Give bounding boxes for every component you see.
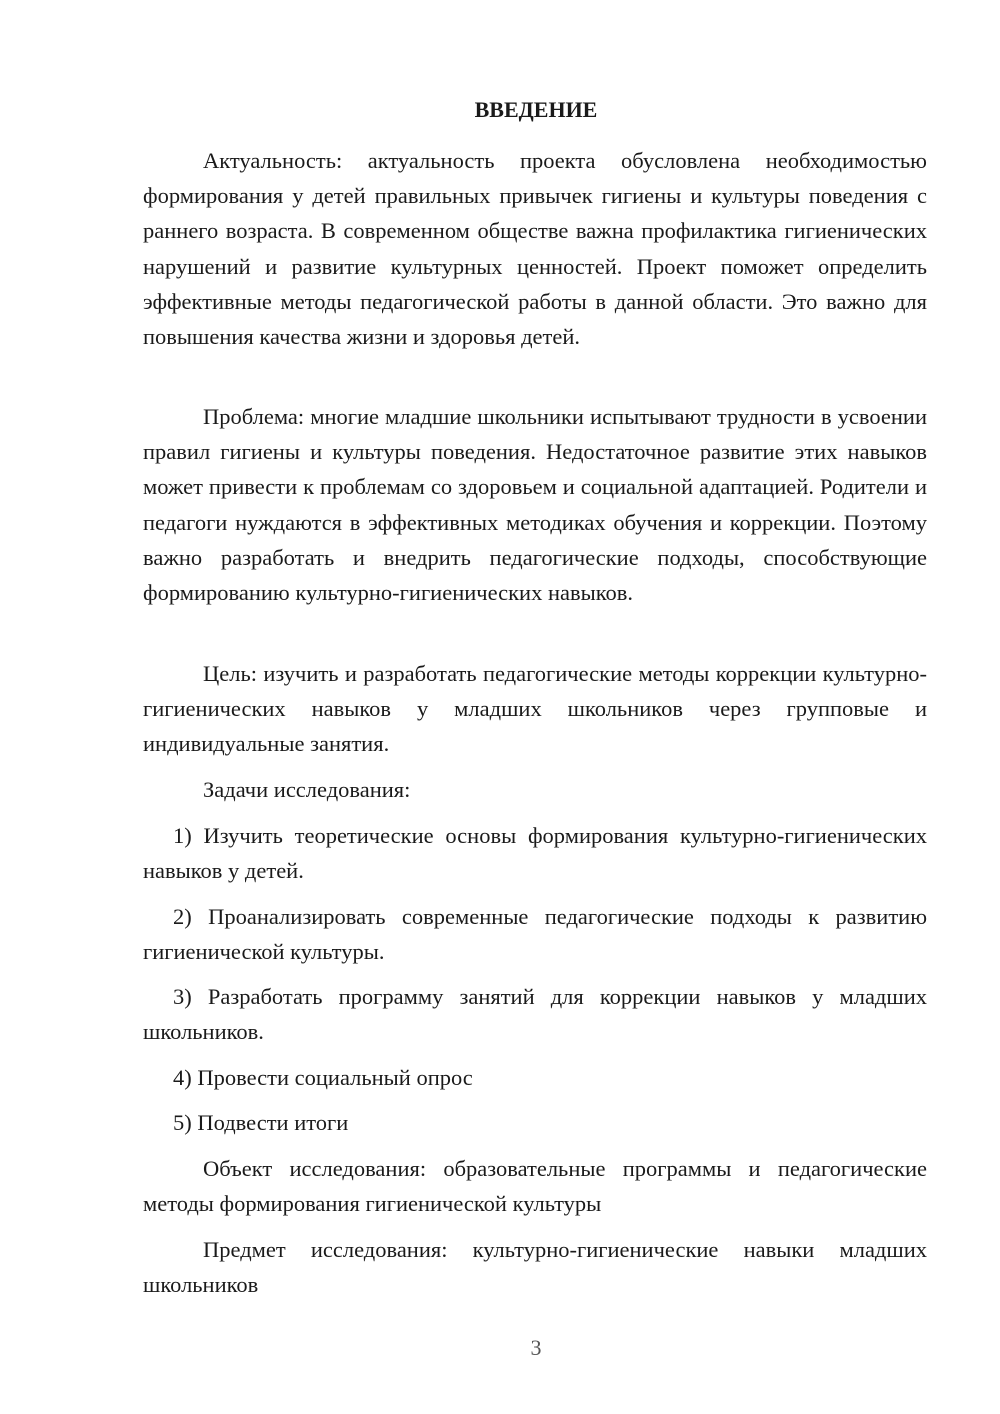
task-item-2: 2) Проанализировать современные педагогические подходы к развитию гигиенической культуры. xyxy=(143,904,927,965)
task-item-3: 3) Разработать программу занятий для коррекции навыков у младших школьников. xyxy=(143,984,927,1045)
page-title: ВВЕДЕНИЕ xyxy=(474,97,598,122)
tasks-heading: Задачи исследования: xyxy=(203,777,411,802)
page-number: 3 xyxy=(530,1335,542,1360)
paragraph-problem: Проблема: многие младшие школьники испытывают трудности в усвоении правил гигиены и культуры поведения. Недостаточное развитие этих навыков может привести к проблемам со здоровьем и социальной адаптацией. Родители и педагоги нуждаются в эффективных методиках обучения и коррекции. Поэтому важно разработать и внедрить педагогические подходы, способствующие формированию культурно-гигиенических навыков. xyxy=(143,404,927,606)
paragraph-relevance: Актуальность: актуальность проекта обусловлена необходимостью формирования у детей правильных привычек гигиены и культуры поведения с раннего возраста. В современном обществе важна профилактика гигиенических нарушений и развитие культурных ценностей. Проект поможет определить эффективные методы педагогической работы в данной области. Это важно для повышения качества жизни и здоровья детей. xyxy=(143,148,927,350)
task-item-1: 1) Изучить теоретические основы формирования культурно-гигиенических навыков у детей. xyxy=(143,823,927,884)
paragraph-goal: Цель: изучить и разработать педагогические методы коррекции культурно-гигиенических навыков у младших школьников через групповые и индивидуальные занятия. xyxy=(143,661,927,757)
paragraph-object: Объект исследования: образовательные программы и педагогические методы формирования гигиенической культуры xyxy=(143,1156,927,1217)
paragraph-subject: Предмет исследования: культурно-гигиенические навыки младших школьников xyxy=(143,1237,927,1298)
task-item-4: 4) Провести социальный опрос xyxy=(173,1065,473,1090)
task-item-5: 5) Подвести итоги xyxy=(173,1110,349,1135)
